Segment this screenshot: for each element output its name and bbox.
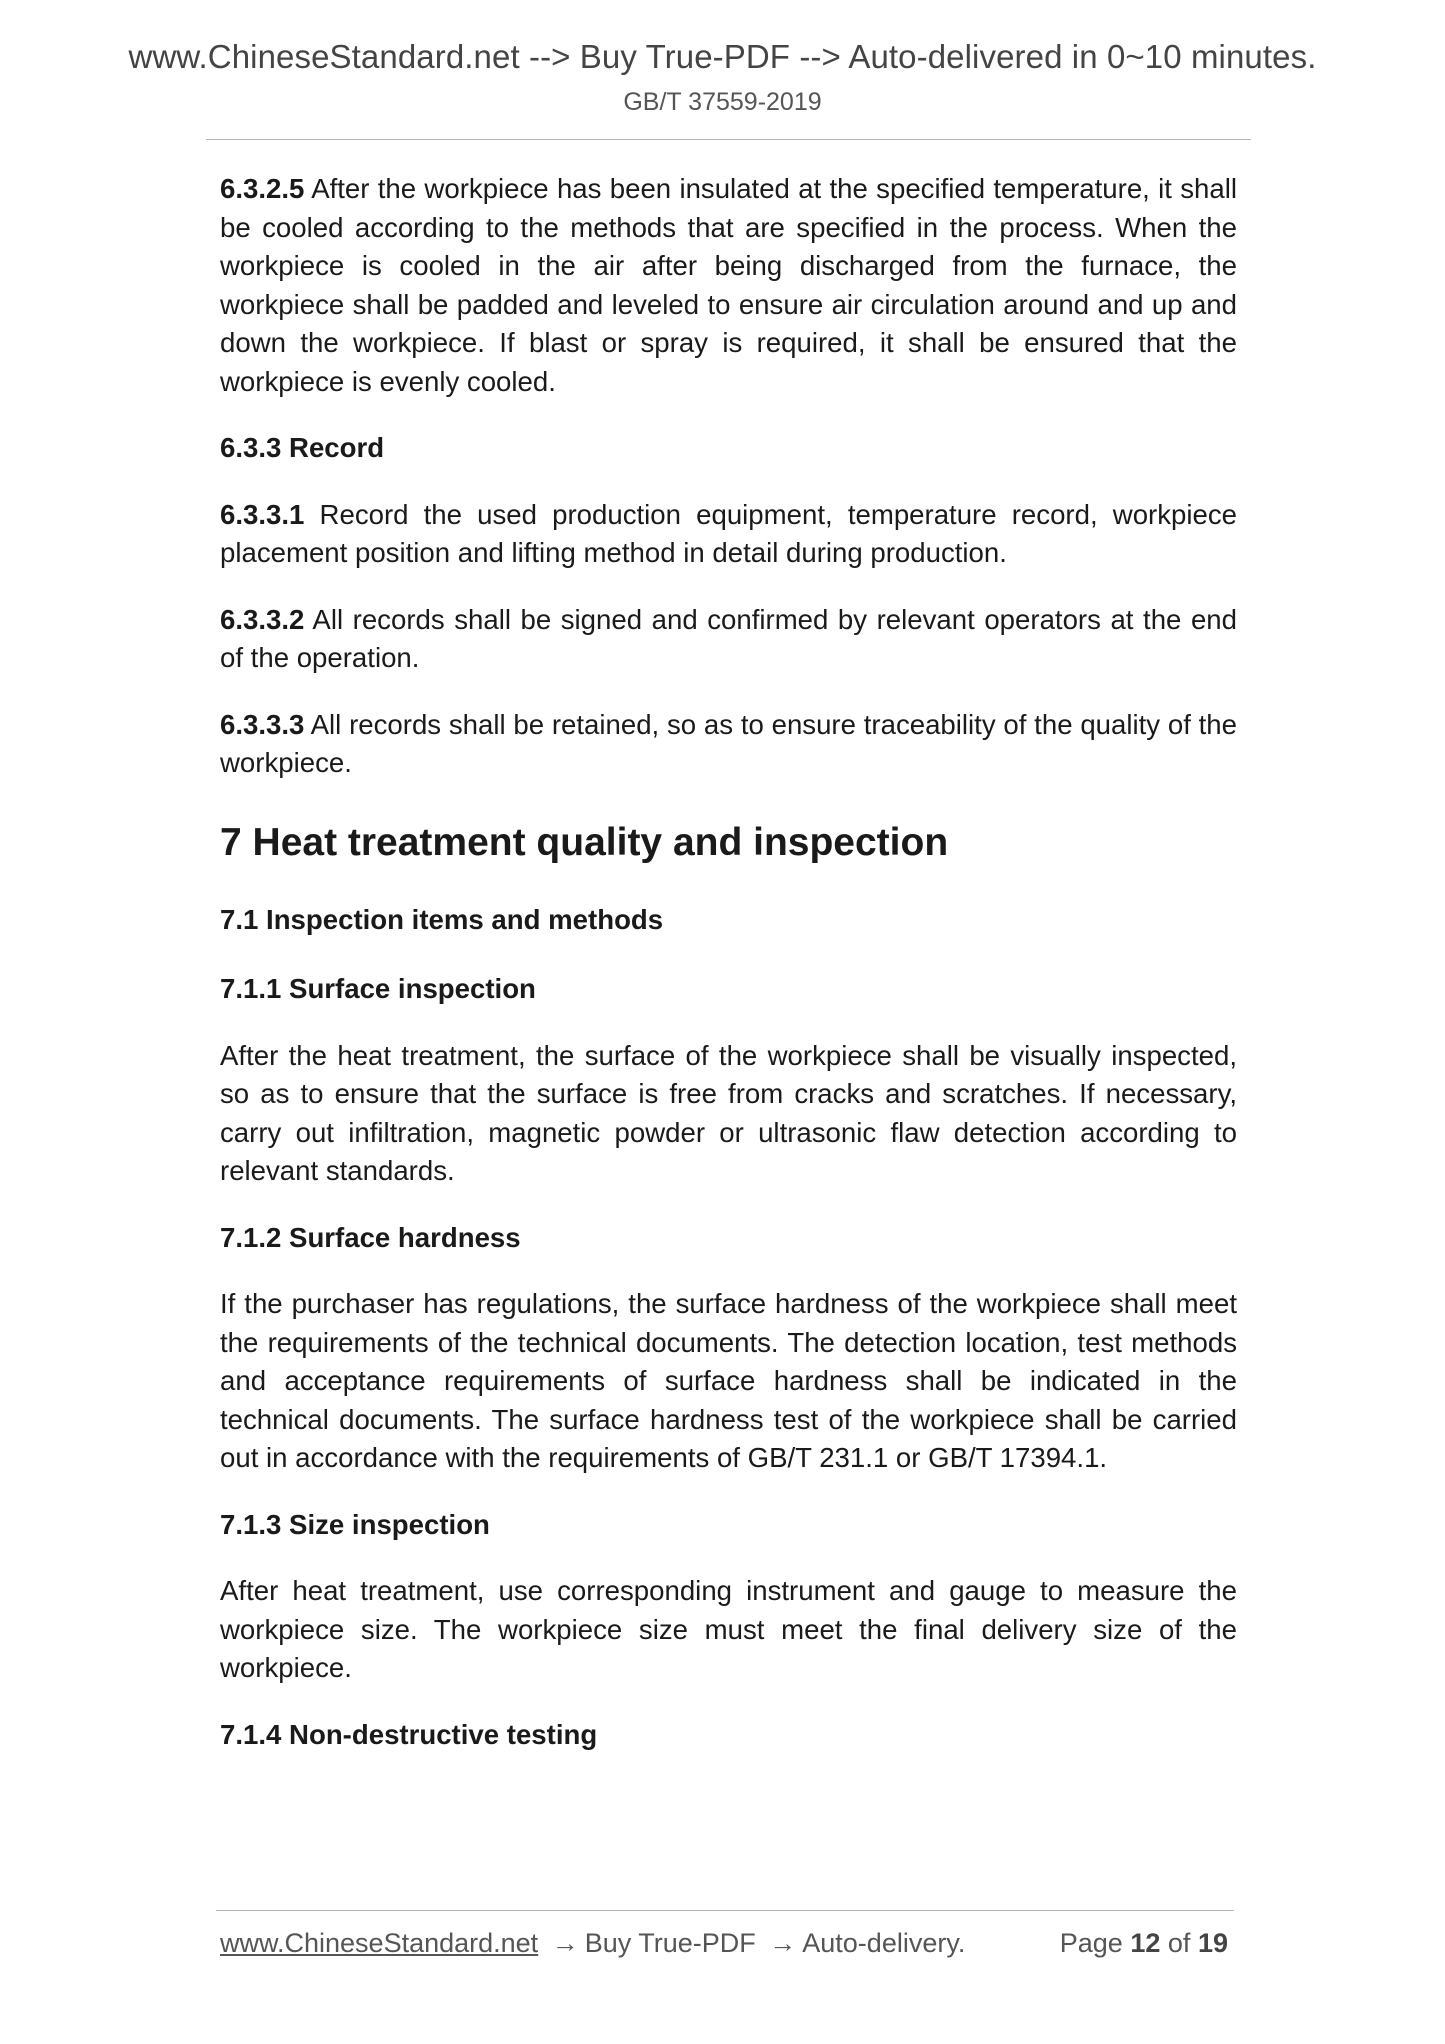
- paragraph-6-3-2-5: [220, 170, 1237, 401]
- site-link[interactable]: www.ChineseStandard.net: [220, 1928, 539, 1958]
- paragraph-7-1-3: After heat treatment, use corresponding instrument and gauge to measure the workpiece size. The workpiece size must meet the final delivery size of the workpiece.: [220, 1575, 1237, 1683]
- auto-delivery-text: Auto-delivery.: [802, 1928, 966, 1958]
- clause-number: 6.3.3.3: [220, 708, 305, 740]
- page-indicator: [1060, 1928, 1228, 1959]
- heading-7-1-1: 7.1.1 Surface inspection: [220, 973, 536, 1004]
- footer-links: [220, 1928, 965, 1959]
- page-label: Page: [1059, 1928, 1123, 1958]
- clause-text: All records shall be retained, so as to ensure traceability of the quality of the workpiece.: [220, 708, 1237, 778]
- document-body: [220, 170, 1237, 1782]
- clause-text: After the workpiece has been insulated at the specified temperature, it shall be cooled according to the methods that are specified in the process. When the workpiece is cooled in the air after being discharged from the furnace, the workpiece shall be padded and leveled to ensure air circulation around and up and down the workpiece. If blast or spray is required, it shall be ensured that the workpiece is evenly cooled.: [220, 173, 1237, 397]
- heading-7-1-3: 7.1.3 Size inspection: [220, 1508, 490, 1540]
- header-divider: [206, 139, 1251, 140]
- clause-number: 6.3.2.5: [220, 173, 305, 204]
- paragraph-7-1-2: If the purchaser has regulations, the surface hardness of the workpiece shall meet the requirements of the technical documents. The detection location, test methods and acceptance requirements of surface hardness shall be indicated in the technical documents. The surface hardness test of the workpiece shall be carried out in accordance with the requirements of GB/T 231.1 or GB/T 17394.1.: [220, 1288, 1237, 1473]
- total-page-number: 19: [1197, 1928, 1228, 1958]
- clause-text: Record the used production equipment, temperature record, workpiece placement position and lifting method in detail during production.: [220, 498, 1237, 568]
- chapter-heading-7: 7 Heat treatment quality and inspection: [220, 820, 949, 864]
- clause-text: All records shall be signed and confirmed by relevant operators at the end of the operation.: [220, 603, 1237, 673]
- heading-7-1: 7.1 Inspection items and methods: [220, 903, 664, 935]
- paragraph-6-3-3-3: [220, 706, 1237, 783]
- current-page-number: 12: [1130, 1928, 1161, 1958]
- arrow-right-icon: →: [551, 1928, 579, 1958]
- paragraph-6-3-3-1: [220, 496, 1237, 573]
- paragraph-6-3-3-2: [220, 601, 1237, 678]
- heading-7-1-4: 7.1.4 Non-destructive testing: [220, 1718, 598, 1750]
- heading-6-3-3: 6.3.3 Record: [220, 432, 385, 463]
- clause-number: 6.3.3.2: [220, 603, 305, 635]
- standard-code: GB/T 37559-2019: [623, 88, 822, 116]
- footer-divider: [216, 1910, 1234, 1911]
- clause-number: 6.3.3.1: [220, 498, 305, 530]
- of-label: of: [1167, 1928, 1191, 1958]
- header-banner: www.ChineseStandard.net --> Buy True-PDF --> Auto-delivered in 0~10 minutes.: [128, 38, 1317, 75]
- arrow-right-icon: →: [769, 1928, 797, 1958]
- buy-pdf-text: Buy True-PDF: [584, 1928, 756, 1958]
- heading-7-1-2: 7.1.2 Surface hardness: [220, 1221, 521, 1253]
- paragraph-7-1-1: After the heat treatment, the surface of the workpiece shall be visually inspected, so as to ensure that the surface is free from cracks and scratches. If necessary, carry out infiltration, magnetic powder or ultrasonic flaw detection according to relevant standards.: [220, 1039, 1237, 1186]
